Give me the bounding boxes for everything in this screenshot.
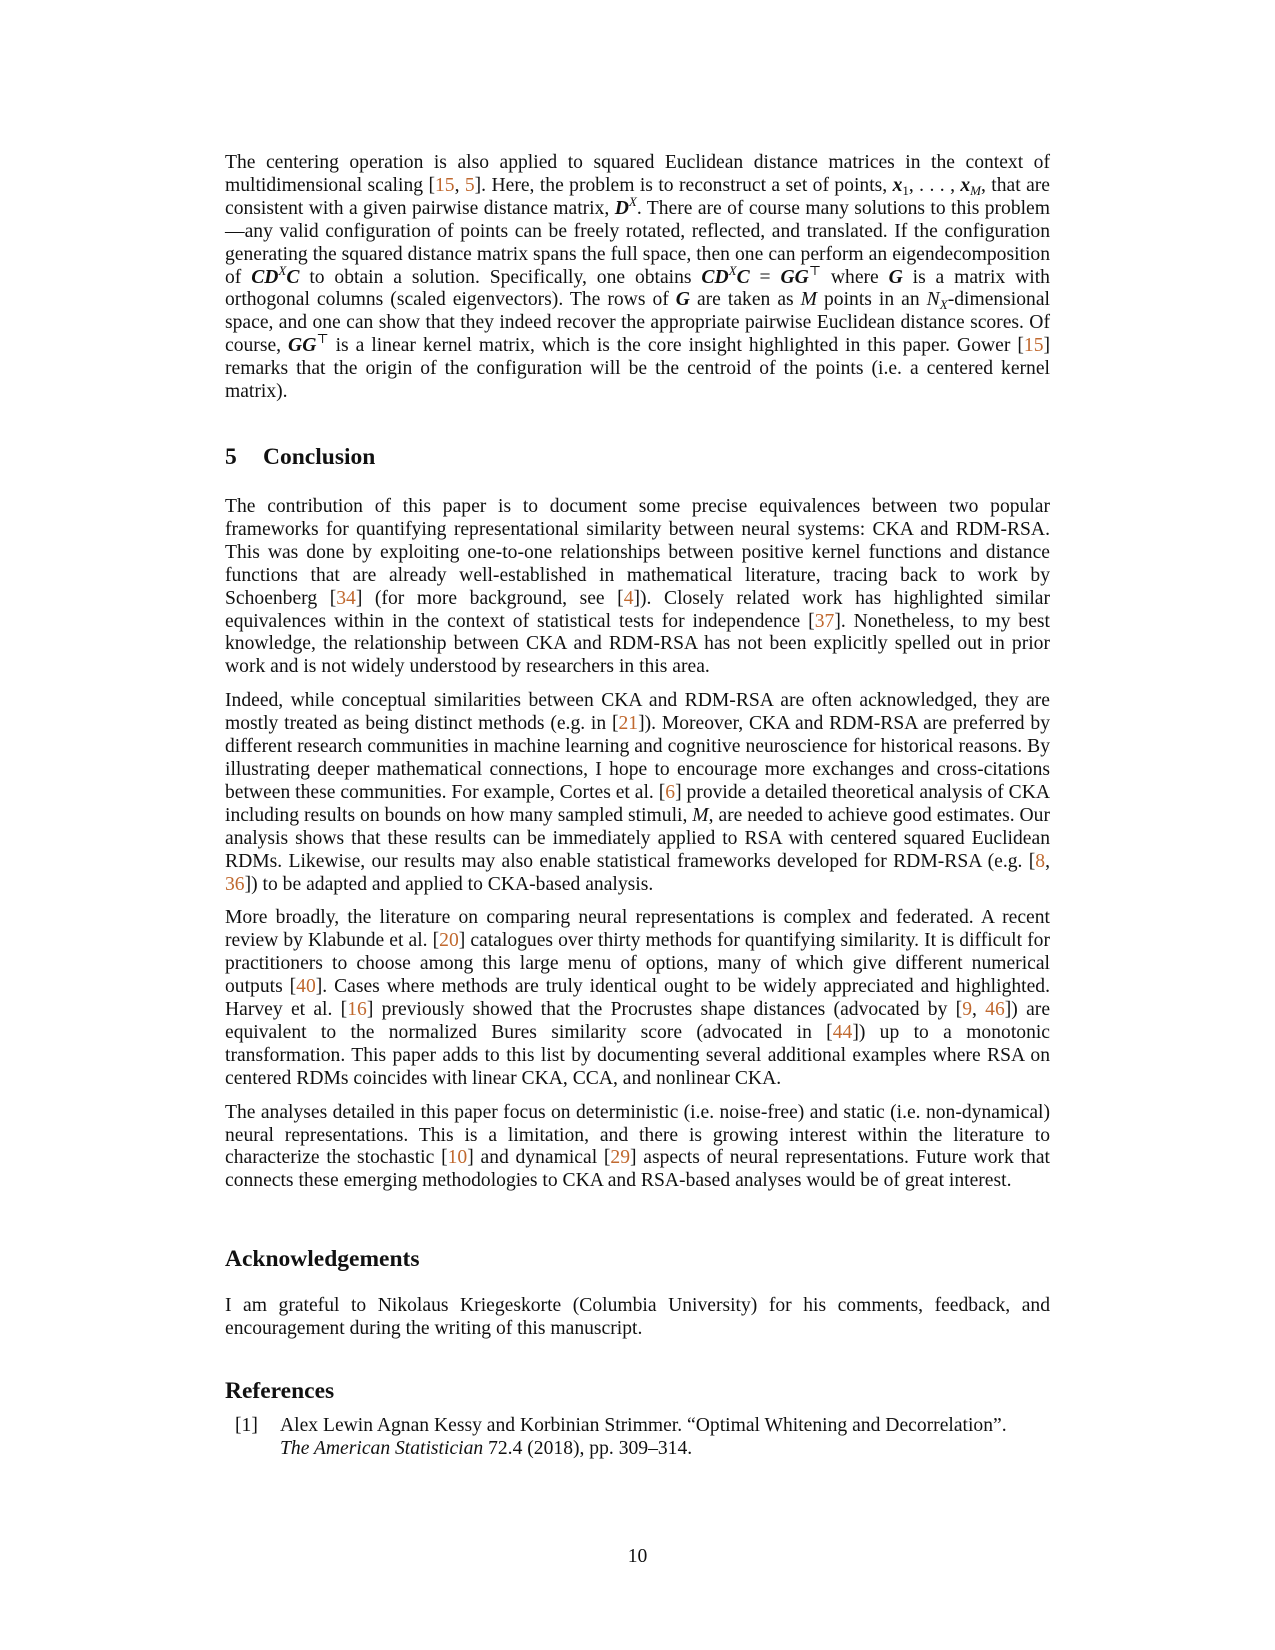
text: ]) up to a monotonic transformation. This paper adds to this list by documenting several additional examples where RSA on centered RDMs coincides with linear CKA, CCA, and nonlinear CKA. [225,1021,1051,1089]
math: C [736,266,750,288]
conclusion-paragraph-1 [225,496,1050,679]
text: More broadly, the literature on comparing neural representations is complex and federated. A recent review by Klabunde et al. [ [225,907,1050,952]
reference-tag: [1] [235,1415,258,1436]
math-sup: ⊤ [316,331,329,347]
conclusion-paragraph-2 [225,690,1050,896]
citation-link[interactable]: 9 [962,999,972,1021]
math: GG [288,335,317,357]
citation-link[interactable]: 5 [464,174,475,196]
acknowledgements-heading: Acknowledgements [225,1246,420,1272]
math: x [892,174,903,196]
conclusion-paragraph-3 [225,907,1050,1090]
math: M [692,804,709,826]
text: ]). Closely related work has highlighted similar equivalences within in the context of statistical tests for independence [ [225,587,1050,632]
math: CD [251,266,279,288]
text: The centering operation is also applied to squared Euclidean distance matrices in the context of multidimensional scaling [ [225,152,1050,196]
math: G [675,289,690,311]
section-title: Conclusion [263,444,376,470]
text: where [821,266,889,288]
text: ]) to be adapted and applied to CKA-based analysis. [244,873,654,895]
citation-link[interactable]: 8 [1035,850,1046,872]
page-number: 10 [627,1546,648,1567]
text: , are needed to achieve good estimates. Our analysis shows that these results can be immediately applied to RSA with centered squared Euclidean RDMs. Likewise, our results may also enable statistical frameworks developed for RDM-RSA (e.g. [ [225,804,1050,872]
math: GG [780,266,809,288]
citation-link[interactable]: 15 [434,174,455,196]
citation-link[interactable]: 10 [447,1147,468,1169]
text: ]). Moreover, CKA and RDM-RSA are preferred by different research communities in machine learning and cognitive neuroscience for historical reasons. By illustrating deeper mathematical connections, I hope to encourage more exchanges and cross-citations between these communities. For example, Cortes et al. [ [225,713,1050,803]
math-sup: ⊤ [808,262,822,278]
math-sup: X [278,262,287,278]
text: , that are consistent with a given pairwise distance matrix, [225,174,1051,219]
citation-link[interactable]: 44 [832,1021,853,1043]
citation-link[interactable]: 37 [814,610,835,632]
text: ] aspects of neural representations. Future work that connects these emerging methodologies to CKA and RSA-based analyses would be of great interest. [225,1147,1050,1192]
text: Indeed, while conceptual similarities between CKA and RDM-RSA are often acknowledged, they are mostly treated as being distinct methods (e.g. in [ [225,690,1050,735]
section-heading-conclusion [225,443,375,471]
text: ]. Nonetheless, to my best knowledge, the relationship between CKA and RDM-RSA has not been explicitly spelled out in prior work and is not widely understood by researchers in this area. [225,610,1050,678]
reference-journal: The American Statistician [280,1437,484,1459]
text: ] and dynamical [ [467,1147,611,1169]
text: ] provide a detailed theoretical analysis of CKA including results on bounds on how many sampled stimuli, [225,781,1050,826]
text: . There are of course many solutions to this problem—any valid configuration of points can be freely rotated, reflected, and translated. If the configuration generating the squared distance matrix spans the full space, then one can perform an eigendecomposition of [225,197,1050,288]
text: ] catalogues over thirty methods for quantifying similarity. It is difficult for practitioners to choose among this large menu of options, many of which give different numerical outputs [ [225,930,1050,998]
text: are taken as [689,289,801,311]
text: -dimensional space, and one can show that they indeed recover the appropriate pairwise Euclidean distance scores. Of course, [225,289,1050,357]
references-heading: References [225,1378,335,1404]
citation-link[interactable]: 36 [225,873,245,895]
math-sub: X [939,297,948,313]
text: points in an [816,289,927,311]
text: ]) are equivalent to the normalized Bures similarity score (advocated in [ [225,999,1051,1043]
math: C [286,266,300,288]
conclusion-paragraph-4 [225,1102,1050,1194]
math: CD [701,266,729,288]
text: is a matrix with orthogonal columns (scaled eigenvectors). The rows of [225,266,1050,311]
citation-link[interactable]: 20 [439,930,459,952]
text: , [454,174,465,196]
reference-authors: Alex Lewin Agnan Kessy and Korbinian Strimmer. “Optimal Whitening and Decorrelation”. [280,1415,1007,1436]
citation-link[interactable]: 15 [1023,335,1044,357]
reference-text [280,1415,1050,1461]
text: , [1045,850,1050,872]
citation-link[interactable]: 16 [347,999,367,1021]
intro-paragraph [225,152,1050,404]
text: , . . . , [908,174,961,196]
text: , [971,999,986,1021]
text: The analyses detailed in this paper focus on deterministic (i.e. noise-free) and static (i.e. non-dynamical) neural representations. This is a limitation, and there is growing interest within the literature to characterize the stochastic [ [225,1101,1050,1169]
text: ] remarks that the origin of the configuration will be the centroid of the points (i.e. a centered kernel matrix). [225,335,1051,403]
text: ]. Here, the problem is to reconstruct a set of points, [474,174,893,196]
citation-link[interactable]: 4 [623,587,634,609]
text: is a linear kernel matrix, which is the core insight highlighted in this paper. Gower [ [328,335,1024,357]
math-equals: = [749,266,781,288]
section-number: 5 [225,444,237,470]
citation-link[interactable]: 21 [618,713,639,735]
acknowledgements-body [225,1295,1050,1341]
math: D [614,197,629,219]
text: ] previously showed that the Procrustes shape distances (advocated by [ [366,999,963,1021]
reference-details: 72.4 (2018), pp. 309–314. [483,1437,693,1459]
text: The contribution of this paper is to document some precise equivalences between two popular frameworks for quantifying representational similarity between neural systems: CKA and RDM-RSA. This was done by exploiting one-to-one relationships between positive kernel functions and distance functions that are already well-established in mathematical literature, tracing back to work by Schoenberg [ [225,496,1050,609]
acknowledgements-text: I am grateful to Nikolaus Kriegeskorte (Columbia University) for his comments, feedback, and encouragement during the writing of this manuscript. [225,1295,1050,1339]
text: ] (for more background, see [ [355,587,624,609]
citation-link[interactable]: 40 [296,976,316,998]
math: x [960,174,971,196]
math-sub: M [970,182,982,198]
text: ]. Cases where methods are truly identical ought to be widely appreciated and highlighted. Harvey et al. [ [225,976,1050,1021]
math-sup: X [728,262,737,278]
math-sup: X [628,193,637,209]
math: M [800,289,817,311]
citation-link[interactable]: 29 [610,1147,631,1169]
reference-item [225,1415,1050,1461]
math: N [926,289,940,311]
math-sub: 1 [902,182,909,198]
intro-paragraph-block [225,152,1050,404]
references-list [225,1415,1050,1461]
conclusion-body [225,496,1050,1204]
citation-link[interactable]: 6 [665,781,676,803]
citation-link[interactable]: 46 [985,999,1005,1021]
text: to obtain a solution. Specifically, one obtains [299,266,702,288]
math: G [888,266,903,288]
citation-link[interactable]: 34 [336,587,356,609]
